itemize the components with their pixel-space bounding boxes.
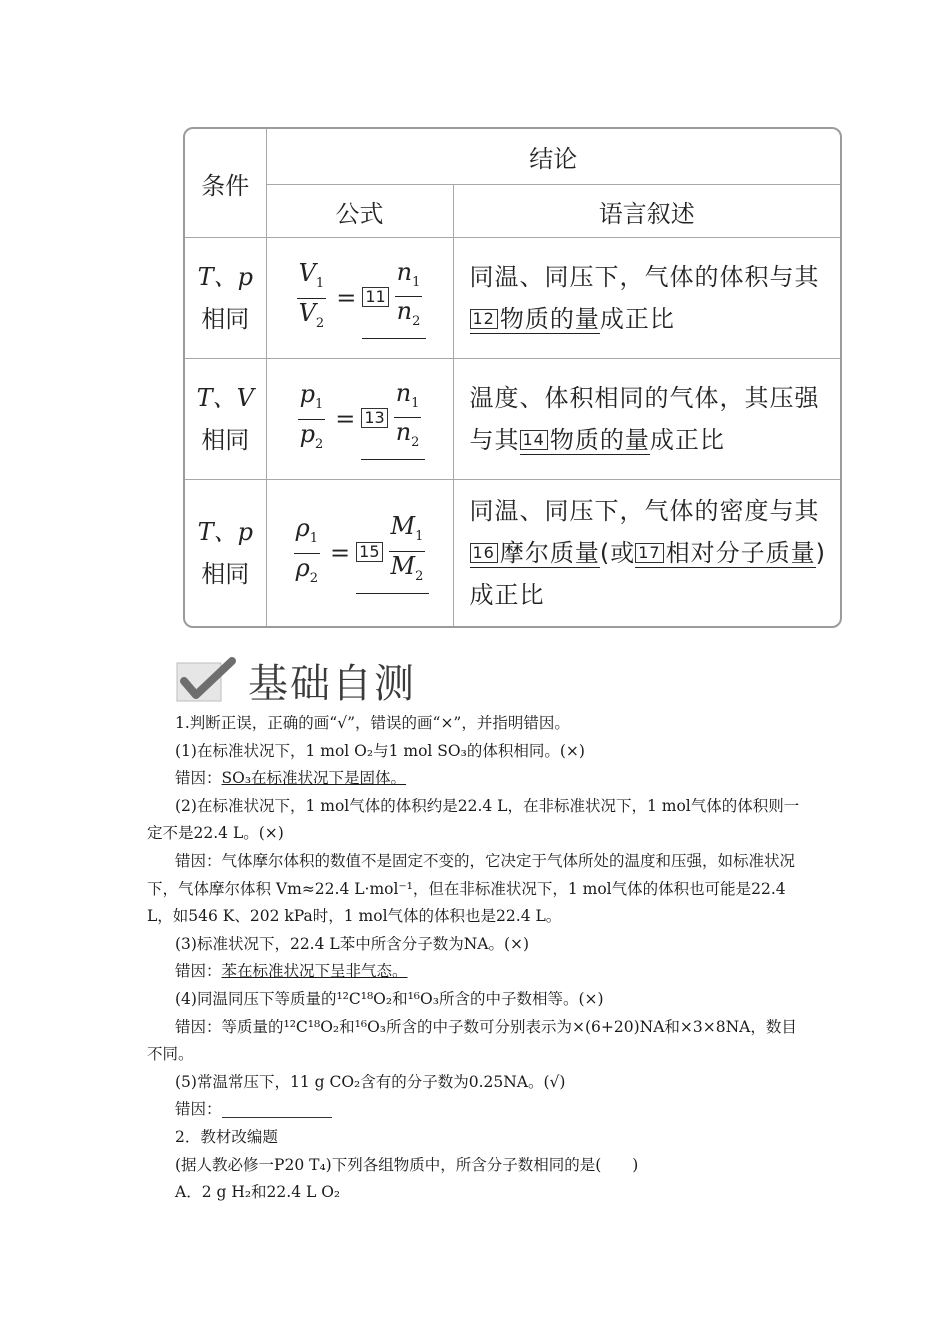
formula: $\frac{\rho_1}{\rho_2}$ = 15 $\frac{M_1}{M_2}$ [290, 512, 430, 594]
blank-number-box: 14 [520, 430, 548, 450]
blank-number-box: 15 [356, 542, 382, 562]
section-header [176, 655, 416, 705]
condition-cell [185, 359, 266, 480]
description-cell: 温度、体积相同的气体，其压强与其 14 物质的量成正比 [453, 359, 840, 480]
gas-law-table [183, 127, 842, 628]
condition-cell [185, 480, 266, 626]
formula: $\frac{p_1}{p_2}$ = 13 $\frac{n_1}{n_2}$ [294, 379, 426, 461]
question-1-1: (1)在标准状况下，1 mol O₂与1 mol SO₃的体积相同。(×) [175, 741, 585, 760]
question-2: 2．教材改编题 [175, 1127, 278, 1146]
checkmark-icon [176, 657, 236, 703]
error-reason: 错因：等质量的¹²C¹⁸O₂和¹⁶O₃所含的中子数可分别表示为×(6+20)NA和×3×8NA，数目不同。 [147, 1017, 797, 1064]
table-row [185, 238, 840, 359]
section-title: 基础自测 [248, 660, 416, 707]
question-1-3: (3)标准状况下，22.4 L苯中所含分子数为NA。(×) [175, 934, 530, 953]
answer-blank[interactable] [222, 1099, 332, 1118]
formula-cell [266, 359, 453, 480]
formula: $\frac{V_1}{V_2}$ = 11 $\frac{n_1}{n_2}$ [293, 258, 427, 340]
option-a: A．2 g H₂和22.4 L O₂ [175, 1183, 341, 1202]
question-1: 1.判断正误，正确的画“√”，错误的画“×”，并指明错因。 [175, 714, 570, 732]
question-1-4: (4)同温同压下等质量的¹²C¹⁸O₂和¹⁶O₃所含的中子数相等。(×) [175, 989, 604, 1008]
formula-cell [266, 238, 453, 359]
error-reason: 错因： [147, 1096, 812, 1124]
condition-vars: T、V [196, 384, 254, 413]
condition-text: 相同 [201, 426, 250, 455]
blank-number-box: 16 [470, 543, 498, 563]
error-reason: 错因：苯在标准状况下呈非气态。 [175, 962, 408, 981]
table-row [185, 359, 840, 480]
header-conclusion: 结论 [266, 129, 840, 184]
header-description: 语言叙述 [453, 184, 840, 237]
header-condition: 条件 [185, 129, 266, 238]
header-formula: 公式 [266, 184, 453, 237]
blank-number-box: 12 [470, 309, 498, 329]
error-reason: 错因：气体摩尔体积的数值不是固定不变的，它决定于气体所处的温度和压强，如标准状况下，气体摩尔体积 Vm≈22.4 L·mol⁻¹，但在非标准状况下，1 mol气体的体积也可能是22.4 L，如546 K、202 kPa时，1 mol气体的体积也是22.4 L。 [147, 851, 796, 926]
description-cell: 同温、同压下，气体的密度与其16 摩尔质量(或 17 相对分子质量)成正比 [453, 480, 840, 626]
condition-vars: T、p [197, 518, 253, 547]
question-1-5: (5)常温常压下，11 g CO₂含有的分子数为0.25NA。(√) [175, 1072, 566, 1091]
condition-text: 相同 [201, 305, 250, 334]
question-1-2: (2)在标准状况下，1 mol气体的体积约是22.4 L，在非标准状况下，1 mol气体的体积则一定不是22.4 L。(×) [147, 796, 800, 843]
blank-number-box: 17 [635, 543, 663, 563]
blank-number-box: 11 [362, 287, 388, 307]
condition-vars: T、p [197, 263, 253, 292]
exercise-body [147, 710, 812, 1207]
formula-cell [266, 480, 453, 626]
question-2-source: (据人教必修一P20 T₄)下列各组物质中，所含分子数相同的是( ) [175, 1155, 639, 1174]
condition-cell [185, 238, 266, 359]
table-row [185, 480, 840, 626]
blank-number-box: 13 [361, 408, 387, 428]
description-cell: 同温、同压下，气体的体积与其12 物质的量成正比 [453, 238, 840, 359]
error-reason: 错因：SO₃在标准状况下是固体。 [175, 769, 407, 788]
condition-text: 相同 [201, 560, 250, 589]
